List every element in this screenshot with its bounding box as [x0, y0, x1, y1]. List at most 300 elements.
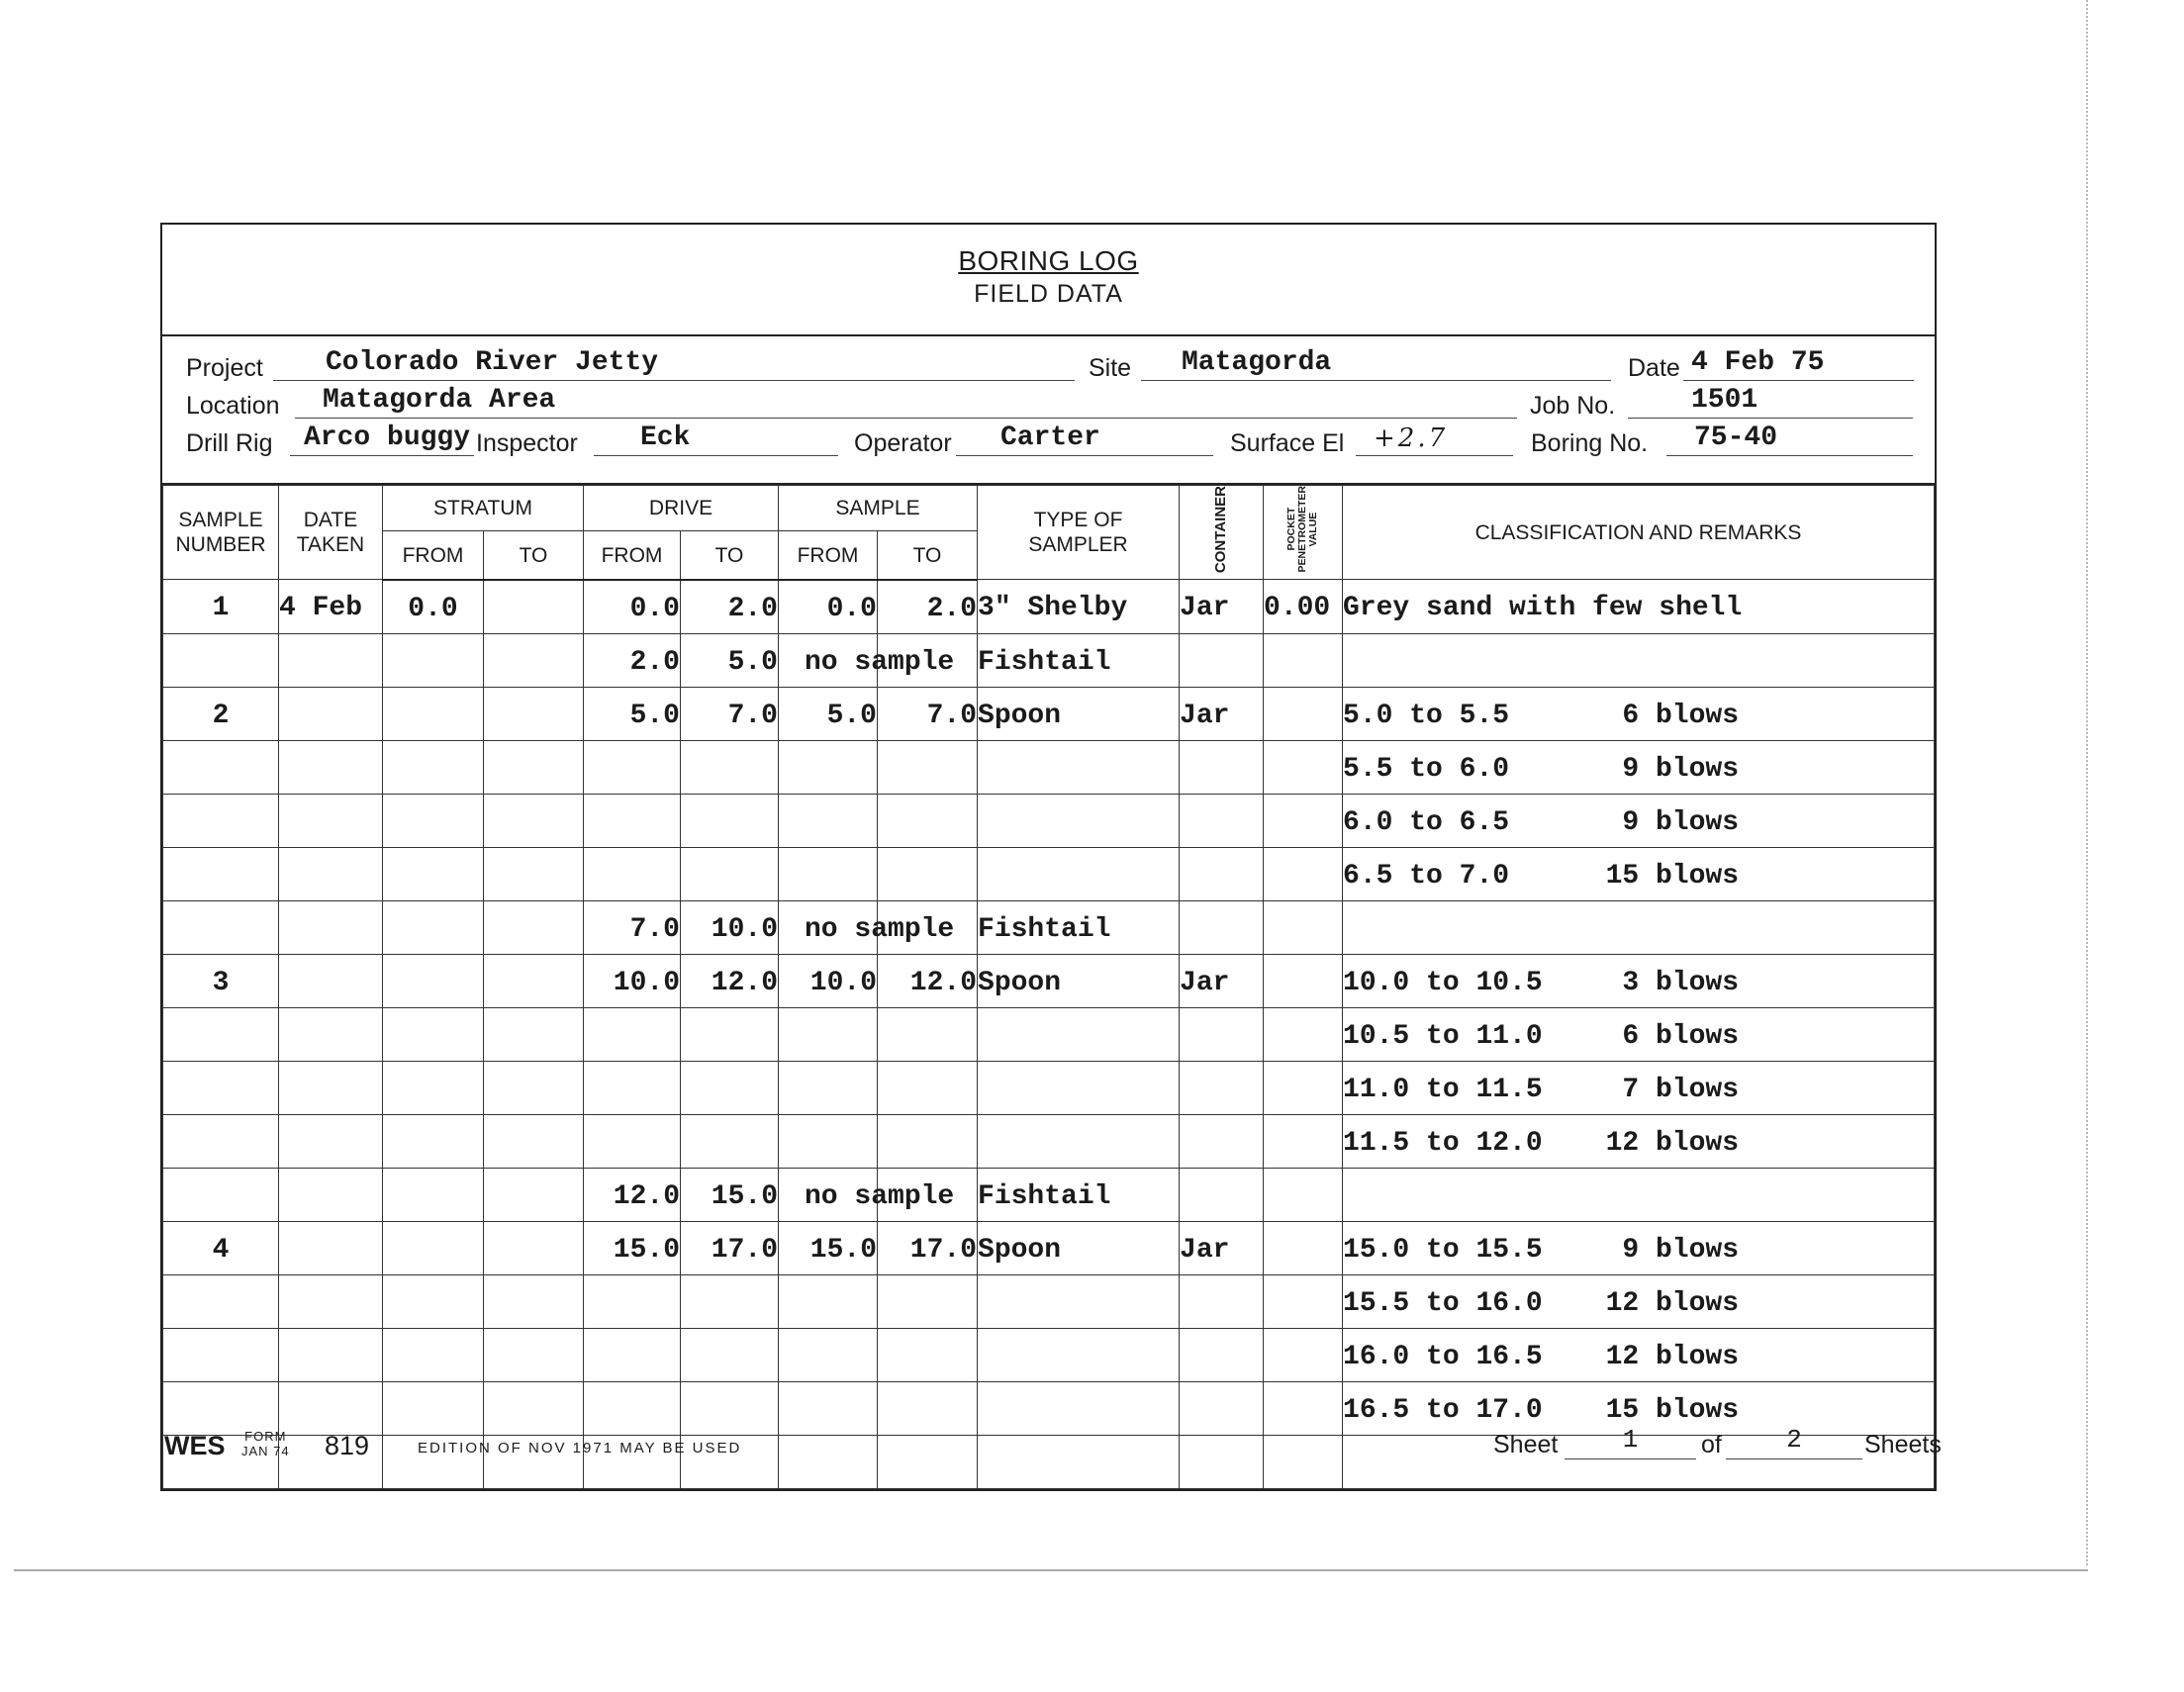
cell-penetrometer	[1264, 1007, 1343, 1061]
cell-date	[279, 1007, 383, 1061]
cell-stratum-to	[484, 1221, 584, 1274]
remark-interval: 15.5 to 16.0	[1343, 1287, 1543, 1319]
remark-interval: 5.5 to 6.0	[1343, 753, 1510, 785]
table-row	[163, 1221, 1935, 1274]
cell-penetrometer	[1264, 900, 1343, 954]
footer-form-date: JAN 74	[241, 1444, 290, 1458]
cell-drive-from	[584, 1381, 681, 1435]
cell-penetrometer: 0.00	[1264, 580, 1343, 634]
footer-org: WES	[164, 1431, 226, 1460]
cell-remarks	[1343, 1328, 1935, 1381]
cell-sample-to	[878, 794, 978, 847]
header-sample-number	[163, 486, 279, 580]
cell-container	[1180, 794, 1264, 847]
sample-note: no sample	[805, 1180, 955, 1212]
cell-container	[1180, 1114, 1264, 1168]
cell-sample-to: 17.0	[878, 1221, 978, 1274]
site-label: Site	[1089, 354, 1132, 382]
cell-sample-to	[878, 1114, 978, 1168]
inspector-label: Inspector	[476, 429, 578, 457]
cell-remarks	[1343, 954, 1935, 1007]
remark-blows: 9 blows	[1622, 806, 1740, 838]
project-field	[273, 347, 1075, 381]
header-date-taken-line1: DATE	[303, 509, 358, 532]
remark-interval: 5.0 to 5.5	[1343, 700, 1510, 731]
cell-penetrometer	[1264, 740, 1343, 794]
cell-date	[279, 1381, 383, 1435]
sample-note: no sample	[805, 913, 955, 945]
header-sample-from: FROM	[779, 531, 878, 580]
header-classification: CLASSIFICATION AND REMARKS	[1343, 486, 1935, 580]
table-row	[163, 687, 1935, 740]
surface-el-label: Surface El	[1230, 429, 1345, 457]
cell-drive-from	[584, 740, 681, 794]
cell-drive-to: 10.0	[681, 900, 779, 954]
cell-drive-to	[681, 740, 779, 794]
cell-container: Jar	[1180, 954, 1264, 1007]
remark-blows: 3 blows	[1622, 967, 1740, 998]
cell-remarks	[1343, 740, 1935, 794]
cell-drive-from	[584, 847, 681, 900]
date-field	[1683, 347, 1914, 381]
cell-sample-no	[163, 847, 279, 900]
cell-sample-from	[779, 1007, 878, 1061]
cell-penetrometer	[1264, 1114, 1343, 1168]
operator-value: Carter	[1000, 423, 1100, 453]
cell-drive-from	[584, 1328, 681, 1381]
footer-sheet-total: 2	[1726, 1425, 1862, 1459]
cell-container	[1180, 847, 1264, 900]
cell-sample-no	[163, 1007, 279, 1061]
header-penetrometer-cell	[1264, 486, 1343, 580]
cell-drive-from	[584, 1007, 681, 1061]
cell-sample-from: 0.0	[779, 580, 878, 634]
cell-penetrometer	[1264, 954, 1343, 1007]
cell-sample-to	[878, 740, 978, 794]
boring-no-value: 75-40	[1694, 423, 1778, 453]
cell-stratum-from	[383, 1328, 484, 1381]
cell-sample-from	[779, 1061, 878, 1114]
cell-sample-no	[163, 1168, 279, 1221]
location-label: Location	[186, 392, 280, 420]
header-fields	[162, 336, 1935, 485]
project-label: Project	[186, 354, 263, 382]
remark-blows: 12 blows	[1605, 1127, 1740, 1159]
cell-stratum-from	[383, 847, 484, 900]
cell-sampler	[978, 1435, 1180, 1488]
cell-container	[1180, 1328, 1264, 1381]
cell-sample-no	[163, 740, 279, 794]
cell-drive-to	[681, 1328, 779, 1381]
cell-sample-to: 12.0	[878, 954, 978, 1007]
cell-sampler: Fishtail	[978, 900, 1180, 954]
table-row	[163, 954, 1935, 1007]
cell-remarks	[1343, 1274, 1935, 1328]
cell-remarks	[1343, 580, 1935, 634]
cell-sample-to	[878, 1435, 978, 1488]
job-no-field	[1628, 385, 1913, 419]
cell-sample-no	[163, 1381, 279, 1435]
cell-remarks	[1343, 1114, 1935, 1168]
cell-container	[1180, 633, 1264, 687]
cell-drive-to	[681, 847, 779, 900]
cell-penetrometer	[1264, 1328, 1343, 1381]
cell-date	[279, 1328, 383, 1381]
cell-sample-to	[878, 847, 978, 900]
remark-interval: 11.5 to 12.0	[1343, 1127, 1543, 1159]
remark-blows: 15 blows	[1605, 860, 1740, 892]
cell-sample-from	[779, 740, 878, 794]
cell-sampler	[978, 1114, 1180, 1168]
cell-drive-from	[584, 794, 681, 847]
cell-drive-from: 10.0	[584, 954, 681, 1007]
cell-stratum-from: 0.0	[383, 580, 484, 634]
site-value: Matagorda	[1182, 347, 1332, 378]
cell-sample-to: 7.0	[878, 687, 978, 740]
cell-penetrometer	[1264, 1435, 1343, 1488]
remark-blows: 9 blows	[1622, 1234, 1740, 1266]
cell-drive-from: 7.0	[584, 900, 681, 954]
cell-stratum-to	[484, 954, 584, 1007]
remark-interval: 16.0 to 16.5	[1343, 1341, 1543, 1372]
cell-date	[279, 1221, 383, 1274]
cell-sample-no	[163, 1328, 279, 1381]
cell-sampler	[978, 794, 1180, 847]
cell-sample-from	[779, 1274, 878, 1328]
cell-container	[1180, 1061, 1264, 1114]
operator-field	[956, 423, 1213, 456]
location-field	[295, 385, 1517, 419]
cell-sample-to	[878, 1328, 978, 1381]
header-date-taken	[279, 486, 383, 580]
cell-container	[1180, 900, 1264, 954]
remark-blows: 9 blows	[1622, 753, 1740, 785]
cell-sample-no: 1	[163, 580, 279, 634]
cell-penetrometer	[1264, 1061, 1343, 1114]
remark-blows: 12 blows	[1605, 1287, 1740, 1319]
remark-blows: 6 blows	[1622, 700, 1740, 731]
table-row	[163, 847, 1935, 900]
table-row	[163, 1007, 1935, 1061]
cell-sampler: 3" Shelby	[978, 580, 1180, 634]
paper-edge-right	[2086, 0, 2088, 1565]
cell-stratum-from	[383, 633, 484, 687]
remark-interval: 10.0 to 10.5	[1343, 967, 1543, 998]
cell-sample-no	[163, 1114, 279, 1168]
header-sample-number-line1: SAMPLE	[178, 509, 263, 532]
cell-stratum-from	[383, 1114, 484, 1168]
cell-sample-from: 5.0	[779, 687, 878, 740]
cell-drive-from	[584, 1274, 681, 1328]
cell-stratum-to	[484, 1168, 584, 1221]
header-drive: DRIVE	[584, 486, 779, 531]
cell-sample-from	[779, 900, 955, 954]
cell-sampler	[978, 847, 1180, 900]
footer-sheet-label: Sheet	[1493, 1431, 1559, 1458]
cell-penetrometer	[1264, 1168, 1343, 1221]
cell-sample-no	[163, 900, 279, 954]
cell-penetrometer	[1264, 847, 1343, 900]
footer-form-stack	[241, 1429, 290, 1458]
site-field	[1141, 347, 1611, 381]
cell-stratum-to	[484, 1328, 584, 1381]
footer-of-label: of	[1701, 1431, 1722, 1458]
header-sampler-type-line1: TYPE OF	[1033, 509, 1123, 532]
cell-stratum-to	[484, 580, 584, 634]
inspector-value: Eck	[640, 423, 691, 453]
cell-drive-to: 5.0	[681, 633, 779, 687]
table-row	[163, 740, 1935, 794]
cell-stratum-from	[383, 794, 484, 847]
cell-sample-from: 15.0	[779, 1221, 878, 1274]
cell-stratum-to	[484, 1007, 584, 1061]
cell-date	[279, 794, 383, 847]
cell-sampler	[978, 1007, 1180, 1061]
fields-row-3	[162, 422, 1935, 459]
job-no-label: Job No.	[1530, 392, 1616, 420]
cell-remarks	[1343, 1061, 1935, 1114]
cell-penetrometer	[1264, 687, 1343, 740]
cell-stratum-from	[383, 954, 484, 1007]
cell-sample-from	[779, 1328, 878, 1381]
cell-sample-no: 3	[163, 954, 279, 1007]
remark-interval: 15.0 to 15.5	[1343, 1234, 1543, 1266]
header-sample: SAMPLE	[779, 486, 978, 531]
date-label: Date	[1628, 354, 1680, 382]
cell-container: Jar	[1180, 580, 1264, 634]
cell-sample-from	[779, 794, 878, 847]
footer-sheet-number: 1	[1565, 1425, 1696, 1459]
cell-stratum-from	[383, 1221, 484, 1274]
cell-drive-from: 2.0	[584, 633, 681, 687]
cell-penetrometer	[1264, 1274, 1343, 1328]
surface-el-value: +2.7	[1374, 423, 1449, 453]
cell-sample-from	[779, 1114, 878, 1168]
cell-sample-no	[163, 1061, 279, 1114]
cell-stratum-from	[383, 1061, 484, 1114]
boring-log-table	[162, 485, 1935, 1489]
header-date-taken-line2: TAKEN	[296, 533, 365, 557]
cell-drive-to: 7.0	[681, 687, 779, 740]
table-header	[163, 486, 1935, 580]
cell-drive-to	[681, 1274, 779, 1328]
sample-note: no sample	[805, 646, 955, 678]
drill-rig-field	[290, 423, 474, 456]
cell-date	[279, 1274, 383, 1328]
footer-edition-note: EDITION OF NOV 1971 MAY BE USED	[418, 1440, 742, 1457]
remark-blows: 12 blows	[1605, 1341, 1740, 1372]
cell-drive-from: 12.0	[584, 1168, 681, 1221]
cell-sampler: Fishtail	[978, 1168, 1180, 1221]
cell-drive-to: 15.0	[681, 1168, 779, 1221]
cell-date	[279, 687, 383, 740]
remark-text: Grey sand with few shell	[1343, 593, 1743, 624]
header-row-top	[163, 486, 1935, 531]
cell-sampler: Spoon	[978, 687, 1180, 740]
table-row	[163, 900, 1935, 954]
cell-stratum-to	[484, 687, 584, 740]
cell-remarks	[1343, 687, 1935, 740]
drill-rig-value: Arco buggy	[304, 423, 471, 453]
remark-interval: 10.5 to 11.0	[1343, 1020, 1543, 1052]
footer-form-label: FORM	[244, 1429, 287, 1444]
header-sample-number-line2: NUMBER	[175, 533, 266, 557]
cell-container	[1180, 1007, 1264, 1061]
table-row	[163, 1061, 1935, 1114]
cell-sample-from	[779, 1381, 878, 1435]
cell-drive-to: 17.0	[681, 1221, 779, 1274]
remark-interval: 6.5 to 7.0	[1343, 860, 1510, 892]
boring-log-form	[160, 223, 1937, 1491]
location-value: Matagorda Area	[323, 385, 556, 416]
cell-stratum-to	[484, 740, 584, 794]
operator-label: Operator	[854, 429, 952, 457]
cell-sample-no	[163, 1274, 279, 1328]
cell-drive-to	[681, 1007, 779, 1061]
cell-sample-from: 10.0	[779, 954, 878, 1007]
cell-sample-to	[878, 1007, 978, 1061]
cell-date	[279, 1168, 383, 1221]
cell-sample-to: 2.0	[878, 580, 978, 634]
cell-remarks	[1343, 794, 1935, 847]
cell-remarks	[1343, 900, 1935, 954]
cell-drive-from: 0.0	[584, 580, 681, 634]
cell-penetrometer	[1264, 794, 1343, 847]
cell-sampler: Spoon	[978, 1221, 1180, 1274]
cell-sample-to	[878, 1274, 978, 1328]
title-box	[162, 225, 1935, 336]
table-row	[163, 1168, 1935, 1221]
cell-sampler	[978, 1381, 1180, 1435]
cell-stratum-to	[484, 900, 584, 954]
cell-container	[1180, 1274, 1264, 1328]
header-penetrometer-line1: POCKET	[1285, 508, 1298, 551]
footer-sheets-label: Sheets	[1864, 1431, 1942, 1458]
form-title: BORING LOG	[958, 245, 1139, 276]
cell-container	[1180, 1168, 1264, 1221]
cell-date	[279, 900, 383, 954]
cell-sample-to	[878, 1381, 978, 1435]
cell-stratum-to	[484, 794, 584, 847]
remark-blows: 7 blows	[1622, 1074, 1740, 1105]
cell-stratum-to	[484, 1381, 584, 1435]
fields-row-2	[162, 384, 1935, 422]
drill-rig-label: Drill Rig	[186, 429, 273, 457]
remark-interval: 16.5 to 17.0	[1343, 1394, 1543, 1426]
header-penetrometer-line2: PENETROMETER	[1296, 486, 1309, 573]
cell-remarks	[1343, 633, 1935, 687]
header-penetrometer-line3: VALUE	[1307, 512, 1320, 547]
table-body	[163, 580, 1935, 1489]
cell-remarks	[1343, 1168, 1935, 1221]
cell-sample-no: 2	[163, 687, 279, 740]
header-container: CONTAINER	[1212, 486, 1230, 574]
remark-interval: 11.0 to 11.5	[1343, 1074, 1543, 1105]
cell-drive-to	[681, 794, 779, 847]
cell-drive-from: 15.0	[584, 1221, 681, 1274]
cell-date	[279, 847, 383, 900]
boring-no-label: Boring No.	[1531, 429, 1649, 457]
cell-drive-to	[681, 1061, 779, 1114]
header-sampler-type-line2: SAMPLER	[1028, 533, 1128, 557]
project-value: Colorado River Jetty	[326, 347, 659, 378]
header-drive-to: TO	[681, 531, 779, 580]
cell-sample-no	[163, 633, 279, 687]
cell-drive-from: 5.0	[584, 687, 681, 740]
cell-date	[279, 1061, 383, 1114]
table-row	[163, 1328, 1935, 1381]
cell-container	[1180, 1435, 1264, 1488]
table-row	[163, 1274, 1935, 1328]
cell-remarks	[1343, 1221, 1935, 1274]
cell-stratum-to	[484, 1274, 584, 1328]
table-row	[163, 633, 1935, 687]
paper-edge-bottom	[14, 1569, 2088, 1571]
table-row	[163, 1114, 1935, 1168]
cell-drive-from	[584, 1061, 681, 1114]
header-drive-from: FROM	[584, 531, 681, 580]
cell-sample-no: 4	[163, 1221, 279, 1274]
header-stratum: STRATUM	[383, 486, 584, 531]
cell-date	[279, 1114, 383, 1168]
job-no-value: 1501	[1691, 385, 1758, 416]
cell-drive-to: 2.0	[681, 580, 779, 634]
cell-stratum-to	[484, 633, 584, 687]
cell-stratum-from	[383, 1168, 484, 1221]
table-row	[163, 580, 1935, 634]
cell-date	[279, 740, 383, 794]
cell-sampler	[978, 1328, 1180, 1381]
header-stratum-to: TO	[484, 531, 584, 580]
cell-drive-to: 12.0	[681, 954, 779, 1007]
cell-drive-to	[681, 1114, 779, 1168]
cell-stratum-from	[383, 900, 484, 954]
cell-date	[279, 633, 383, 687]
cell-stratum-from	[383, 740, 484, 794]
header-container-cell	[1180, 486, 1264, 580]
remark-interval: 6.0 to 6.5	[1343, 806, 1510, 838]
header-sampler-type	[978, 486, 1180, 580]
header-penetrometer	[1286, 486, 1319, 573]
remark-blows: 15 blows	[1605, 1394, 1740, 1426]
boring-no-field	[1666, 423, 1913, 456]
cell-stratum-to	[484, 1114, 584, 1168]
header-sample-to: TO	[878, 531, 978, 580]
remark-blows: 6 blows	[1622, 1020, 1740, 1052]
cell-stratum-to	[484, 847, 584, 900]
cell-date: 4 Feb	[279, 580, 383, 634]
cell-sampler	[978, 1061, 1180, 1114]
cell-remarks	[1343, 1007, 1935, 1061]
cell-sampler: Fishtail	[978, 633, 1180, 687]
cell-container: Jar	[1180, 1221, 1264, 1274]
fields-row-1	[162, 346, 1935, 384]
cell-container	[1180, 1381, 1264, 1435]
cell-sample-no	[163, 794, 279, 847]
cell-sampler	[978, 1274, 1180, 1328]
cell-stratum-from	[383, 687, 484, 740]
footer-form-number: 819	[325, 1431, 370, 1460]
cell-drive-from	[584, 1114, 681, 1168]
cell-container	[1180, 740, 1264, 794]
date-value: 4 Feb 75	[1691, 347, 1825, 378]
cell-penetrometer	[1264, 1221, 1343, 1274]
cell-stratum-from	[383, 1274, 484, 1328]
cell-container: Jar	[1180, 687, 1264, 740]
cell-stratum-from	[383, 1007, 484, 1061]
cell-penetrometer	[1264, 1381, 1343, 1435]
cell-sample-to	[878, 1061, 978, 1114]
